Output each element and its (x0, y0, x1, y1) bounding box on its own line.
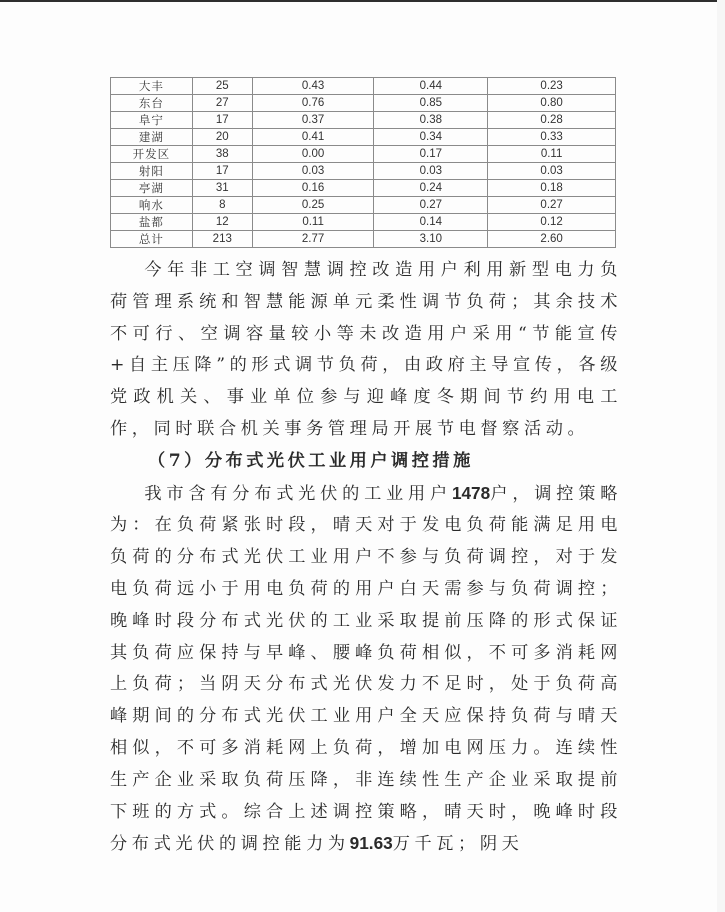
count-cell: 31 (192, 180, 252, 197)
table-body (111, 78, 616, 248)
value-cell: 0.27 (374, 197, 488, 214)
count-cell: 27 (192, 95, 252, 112)
value-cell: 0.43 (252, 78, 374, 95)
value-cell: 0.03 (488, 163, 616, 180)
table-row (111, 112, 616, 129)
value-cell: 0.44 (374, 78, 488, 95)
count-cell: 213 (192, 231, 252, 248)
region-cell: 开发区 (111, 146, 193, 163)
value-cell: 0.24 (374, 180, 488, 197)
value-cell: 0.27 (488, 197, 616, 214)
region-cell: 总计 (111, 231, 193, 248)
count-cell: 8 (192, 197, 252, 214)
value-cell: 0.18 (488, 180, 616, 197)
region-cell: 响水 (111, 197, 193, 214)
table-row (111, 78, 616, 95)
value-cell: 0.85 (374, 95, 488, 112)
value-cell: 0.00 (252, 146, 374, 163)
value-cell: 0.33 (488, 129, 616, 146)
value-cell: 2.77 (252, 231, 374, 248)
value-cell: 0.76 (252, 95, 374, 112)
pv-text-c: 万千瓦；阴天 (392, 834, 524, 855)
value-cell: 0.80 (488, 95, 616, 112)
pv-text-a: 我市含有分布式光伏的工业用户 (144, 483, 452, 504)
value-cell: 0.16 (252, 180, 374, 197)
count-cell: 20 (192, 129, 252, 146)
count-cell: 38 (192, 146, 252, 163)
table-row (111, 214, 616, 231)
value-cell: 2.60 (488, 231, 616, 248)
section-heading: （7）分布式光伏工业用户调控措施 (148, 450, 474, 471)
value-cell: 3.10 (374, 231, 488, 248)
user-count: 1478 (451, 482, 491, 503)
value-cell: 0.23 (488, 78, 616, 95)
table-row (111, 231, 616, 248)
table-row (111, 95, 616, 112)
table-row (111, 146, 616, 163)
value-cell: 0.41 (252, 129, 374, 146)
table-row (111, 197, 616, 214)
regional-load-table (110, 77, 616, 248)
page-edge (717, 0, 725, 912)
region-cell: 大丰 (111, 78, 193, 95)
count-cell: 25 (192, 78, 252, 95)
value-cell: 0.14 (374, 214, 488, 231)
value-cell: 0.11 (252, 214, 374, 231)
paragraph-pv-control (110, 478, 622, 862)
value-cell: 0.34 (374, 129, 488, 146)
top-border (0, 0, 725, 2)
value-cell: 0.28 (488, 112, 616, 129)
value-cell: 0.38 (374, 112, 488, 129)
value-cell: 0.25 (252, 197, 374, 214)
value-cell: 0.03 (374, 163, 488, 180)
control-capacity: 91.63 (349, 833, 393, 854)
value-cell: 0.03 (252, 163, 374, 180)
count-cell: 12 (192, 214, 252, 231)
table-row (111, 163, 616, 180)
count-cell: 17 (192, 163, 252, 180)
region-cell: 阜宁 (111, 112, 193, 129)
pv-text-b: 户，调控策略为：在负荷紧张时段，晴天对于发电负荷能满足用电负荷的分布式光伏工业用户不参与负荷调控，对于发电负荷远小于用电负荷的用户白天需参与负荷调控；晚峰时段分布式光伏的工业采取提前压降的形式保证其负荷应保持与早峰、腰峰负荷相似，不可多消耗网上负荷；当阴天分布式光伏发力不足时，处于负荷高峰期间的分布式光伏工业用户全天应保持负荷与晴天相似，不可多消耗网上负荷，增加电网压力。连续性生产企业采取负荷压降，非连续性生产企业采取提前下班的方式。综合上述调控策略，晴天时，晚峰时段分布式光伏的调控能力为 (110, 483, 622, 855)
region-cell: 建湖 (111, 129, 193, 146)
paragraph-ac-control: 今年非工空调智慧调控改造用户利用新型电力负荷管理系统和智慧能源单元柔性调节负荷；其余技术不可行、空调容量较小等未改造用户采用“节能宣传+自主压降”的形式调节负荷，由政府主导宣传，各级党政机关、事业单位参与迎峰度冬期间节约用电工作，同时联合机关事务管理局开展节电督察活动。 (110, 260, 622, 439)
region-cell: 东台 (111, 95, 193, 112)
value-cell: 0.37 (252, 112, 374, 129)
value-cell: 0.17 (374, 146, 488, 163)
body-text (110, 255, 622, 861)
document-page (110, 77, 616, 248)
region-cell: 射阳 (111, 163, 193, 180)
value-cell: 0.12 (488, 214, 616, 231)
table-row (111, 180, 616, 197)
count-cell: 17 (192, 112, 252, 129)
table-row (111, 129, 616, 146)
value-cell: 0.11 (488, 146, 616, 163)
region-cell: 盐都 (111, 214, 193, 231)
region-cell: 亭湖 (111, 180, 193, 197)
